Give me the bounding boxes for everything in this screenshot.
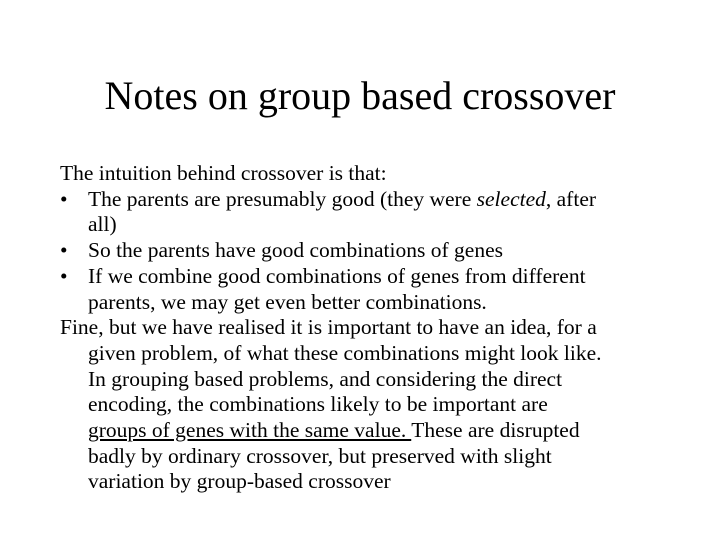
para-line-5-rest: These are disrupted xyxy=(411,418,580,443)
para-line-7: variation by group-based crossover xyxy=(88,469,391,494)
para-line-6: badly by ordinary crossover, but preserved with slight xyxy=(88,443,552,468)
underlined-phrase: groups of genes with the same value. xyxy=(88,418,412,443)
para-line-2: given problem, of what these combinations might look like. xyxy=(88,340,602,365)
bullet-glyph: • xyxy=(60,238,68,263)
bullet-1-line-2: all) xyxy=(88,212,117,237)
bullet-glyph: • xyxy=(60,186,68,211)
slide-body xyxy=(60,161,680,495)
bullet-1-text-b: , after xyxy=(545,186,597,211)
bullet-1-text-a: The parents are presumably good (they were xyxy=(88,186,477,211)
bullet-2-line-1: So the parents have good combinations of genes xyxy=(88,238,503,263)
slide-title: Notes on group based crossover xyxy=(104,73,616,118)
bullet-item-1 xyxy=(60,187,680,238)
bullet-item-2 xyxy=(60,238,680,264)
para-line-3: In grouping based problems, and considering the direct xyxy=(88,366,563,391)
para-line-5 xyxy=(60,418,680,444)
para-line-1: Fine, but we have realised it is important to have an idea, for a xyxy=(60,315,597,340)
bullet-1-emphasis: selected xyxy=(476,186,546,211)
bullet-1-line-1 xyxy=(88,187,680,213)
closing-paragraph xyxy=(60,315,680,495)
bullet-3-line-2: parents, we may get even better combinations. xyxy=(88,289,487,314)
bullet-3-line-1: If we combine good combinations of genes from different xyxy=(88,263,586,288)
bullet-glyph: • xyxy=(60,263,68,288)
intro-line: The intuition behind crossover is that: xyxy=(60,161,387,185)
para-line-4: encoding, the combinations likely to be important are xyxy=(88,392,548,417)
bullet-item-3 xyxy=(60,264,680,315)
